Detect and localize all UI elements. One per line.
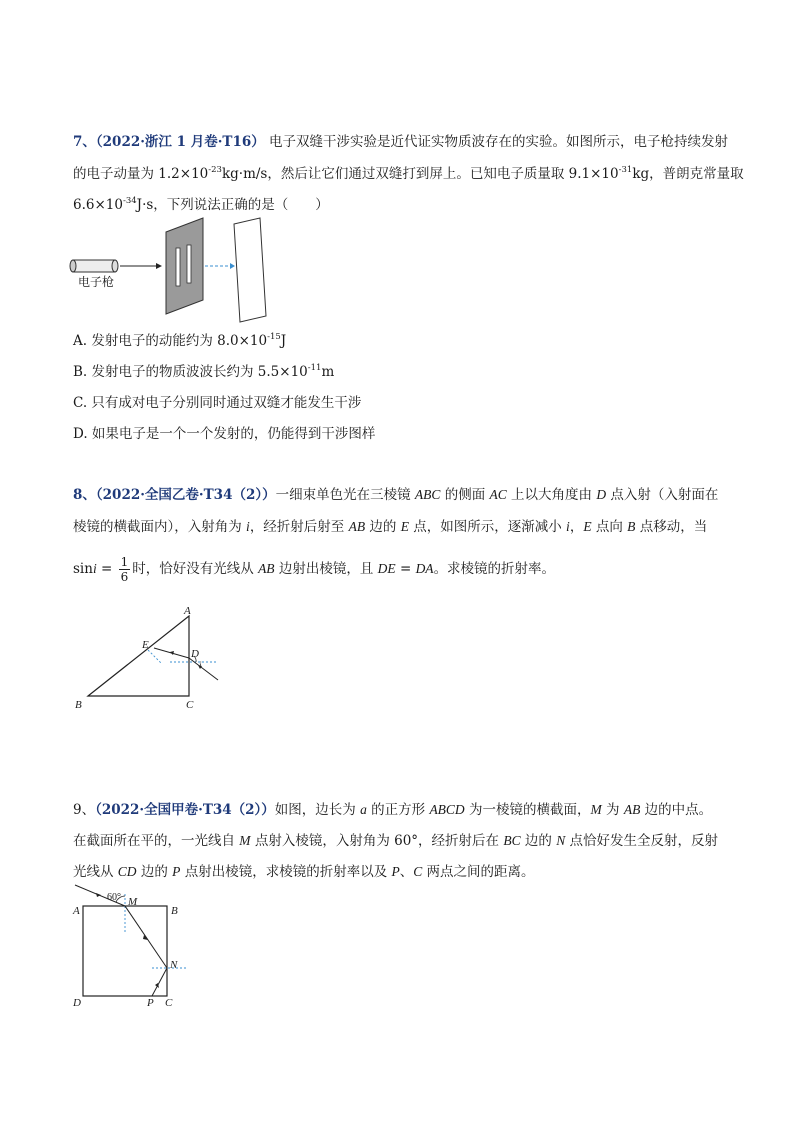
q8-text: sin bbox=[73, 561, 93, 577]
q9-text: 边的中点。 bbox=[640, 802, 713, 818]
q9-var: N bbox=[556, 833, 566, 848]
q8-text: 点，如图所示，逐渐减小 bbox=[408, 519, 567, 535]
point-label-m: M bbox=[128, 896, 138, 908]
q9-text: 边的 bbox=[136, 864, 173, 880]
q9-var: a bbox=[360, 802, 367, 817]
q9-var: M bbox=[239, 833, 251, 848]
q8-var: AB bbox=[348, 519, 366, 534]
q7-text: 6.6×10 bbox=[73, 197, 123, 213]
electron-gun-label: 电子枪 bbox=[78, 275, 115, 289]
q7-exponent: -23 bbox=[208, 165, 222, 175]
q7-option-a[interactable] bbox=[73, 331, 286, 351]
q8-line-1 bbox=[73, 485, 718, 505]
vertex-label-b: B bbox=[75, 699, 82, 711]
q8-var: ABC bbox=[414, 487, 441, 502]
q9-text: 边的 bbox=[520, 833, 557, 849]
q7-line-2 bbox=[73, 164, 744, 184]
q9-var: BC bbox=[503, 833, 521, 848]
q8-var: DA bbox=[415, 561, 434, 576]
q9-text: 为 bbox=[601, 802, 624, 818]
q9-text: 点射出棱镜，求棱镜的折射率以及 bbox=[180, 864, 392, 880]
q9-number: 9、 bbox=[73, 802, 96, 818]
q8-text: 点入射（入射面在 bbox=[606, 487, 719, 503]
normal-line-e bbox=[148, 650, 162, 664]
q7-screen-figure bbox=[200, 218, 280, 328]
slit-1 bbox=[176, 248, 180, 286]
q8-fraction bbox=[119, 555, 131, 584]
reflected-ray bbox=[152, 968, 167, 996]
q9-text: 点恰好发生全反射，反射 bbox=[565, 833, 719, 849]
q7-option-d[interactable]: D. 如果电子是一个一个发射的，仍能得到干涉图样 bbox=[73, 426, 376, 442]
option-text: m bbox=[321, 364, 335, 380]
q8-text: 时，恰好没有光线从 bbox=[132, 561, 259, 577]
q9-var: AB bbox=[623, 802, 641, 817]
q7-text: kg·m/s，然后让它们通过双缝打到屏上。已知电子质量取 9.1×10 bbox=[221, 166, 619, 182]
option-text: A. 发射电子的动能约为 8.0×10 bbox=[73, 333, 268, 349]
point-label-e: E bbox=[142, 639, 149, 651]
angle-label-i: i bbox=[199, 660, 202, 670]
vertex-label-c: C bbox=[165, 997, 173, 1009]
electron-gun-icon bbox=[73, 260, 115, 272]
point-label-p: P bbox=[147, 997, 154, 1009]
vertex-label-c: C bbox=[186, 699, 194, 711]
q8-text: 点向 bbox=[591, 519, 628, 535]
q8-text: = bbox=[395, 561, 416, 577]
q8-var: i bbox=[566, 519, 570, 534]
q9-text: 两点之间的距离。 bbox=[422, 864, 535, 880]
q9-line-3 bbox=[73, 862, 535, 882]
q7-line-3 bbox=[73, 195, 329, 215]
q8-text: ，经折射后射至 bbox=[249, 519, 349, 535]
q9-var: CD bbox=[117, 864, 137, 879]
vertex-label-b: B bbox=[171, 905, 178, 917]
option-text: J bbox=[280, 333, 287, 349]
q9-text: 点射入棱镜，入射角为 60°，经折射后在 bbox=[250, 833, 504, 849]
fraction-denominator: 6 bbox=[120, 570, 129, 584]
q8-text: = bbox=[96, 561, 117, 577]
refracted-ray bbox=[125, 906, 167, 968]
prism-triangle bbox=[88, 616, 189, 696]
q8-var: i bbox=[246, 519, 250, 534]
q8-line-3 bbox=[73, 553, 555, 585]
q9-text: 、 bbox=[399, 864, 414, 880]
q8-number: 8、 bbox=[73, 487, 96, 503]
q8-line-2 bbox=[73, 517, 707, 537]
q7-text: 的电子动量为 1.2×10 bbox=[73, 166, 209, 182]
screen bbox=[234, 218, 266, 322]
q7-exponent: -31 bbox=[618, 165, 633, 175]
q7-text: kg，普朗克常量取 bbox=[632, 166, 744, 182]
q7-option-c[interactable]: C. 只有成对电子分别同时通过双缝才能发生干涉 bbox=[73, 395, 362, 411]
vertex-label-a: A bbox=[184, 605, 191, 617]
q8-text: ， bbox=[569, 519, 584, 535]
q8-var: DE bbox=[377, 561, 396, 576]
q7-line-1 bbox=[73, 132, 728, 152]
point-label-n: N bbox=[170, 959, 178, 971]
q9-text: 光线从 bbox=[73, 864, 118, 880]
option-exponent: -15 bbox=[267, 332, 281, 342]
q7-option-b[interactable] bbox=[73, 362, 334, 382]
q8-var: E bbox=[583, 519, 592, 534]
q9-var: P bbox=[391, 864, 400, 879]
q9-text: 为一棱镜的横截面， bbox=[464, 802, 591, 818]
double-slit-plate bbox=[166, 218, 203, 314]
q8-text: 上以大角度由 bbox=[506, 487, 597, 503]
q7-text: J·s，下列说法正确的是（ ） bbox=[136, 197, 329, 213]
q9-var: C bbox=[413, 864, 423, 879]
q8-text: 的侧面 bbox=[440, 487, 490, 503]
q8-var: D bbox=[596, 487, 607, 502]
q8-text: 。求棱镜的折射率。 bbox=[433, 561, 556, 577]
incident-ray bbox=[189, 658, 218, 680]
q7-exponent: -34 bbox=[122, 196, 137, 206]
q9-line-2 bbox=[73, 831, 718, 851]
q8-var: B bbox=[627, 519, 636, 534]
q8-var: AC bbox=[489, 487, 507, 502]
q9-square-prism-figure bbox=[66, 884, 196, 1014]
q8-text: 棱镜的横截面内），入射角为 bbox=[73, 519, 247, 535]
q9-var: ABCD bbox=[429, 802, 465, 817]
fraction-numerator: 1 bbox=[120, 555, 129, 569]
q9-text: 在截面所在平的，一光线自 bbox=[73, 833, 240, 849]
q9-text: 的正方形 bbox=[366, 802, 430, 818]
q8-text: 一细束单色光在三棱镜 bbox=[275, 487, 415, 503]
q9-var: M bbox=[590, 802, 602, 817]
vertex-label-d: D bbox=[73, 997, 81, 1009]
q8-text: 点移动，当 bbox=[635, 519, 708, 535]
q9-line-1 bbox=[73, 800, 712, 820]
q8-prism-figure bbox=[70, 605, 230, 713]
q8-text: 边的 bbox=[365, 519, 401, 535]
q9-source: （2022·全国甲卷·T34（2）） bbox=[95, 802, 275, 818]
q9-var: P bbox=[172, 864, 181, 879]
q8-source: （2022·全国乙卷·T34（2）） bbox=[95, 487, 276, 503]
vertex-label-a: A bbox=[73, 905, 80, 917]
q7-number: 7、 bbox=[73, 134, 96, 150]
slit-2 bbox=[187, 245, 191, 283]
q8-text: 边射出棱镜，且 bbox=[274, 561, 378, 577]
q8-var: i bbox=[92, 561, 97, 576]
q7-source: （2022·浙江 1 月卷·T16） bbox=[95, 134, 265, 150]
point-label-d: D bbox=[191, 648, 199, 660]
q9-text: 如图，边长为 bbox=[274, 802, 361, 818]
angle-label-60: 60° bbox=[107, 892, 121, 903]
option-exponent: -11 bbox=[307, 363, 322, 373]
option-text: B. 发射电子的物质波波长约为 5.5×10 bbox=[73, 364, 308, 380]
q8-var: E bbox=[400, 519, 409, 534]
q8-var: AB bbox=[258, 561, 275, 576]
q7-text: 电子双缝干涉实验是近代证实物质波存在的实验。如图所示，电子枪持续发射 bbox=[264, 134, 729, 150]
